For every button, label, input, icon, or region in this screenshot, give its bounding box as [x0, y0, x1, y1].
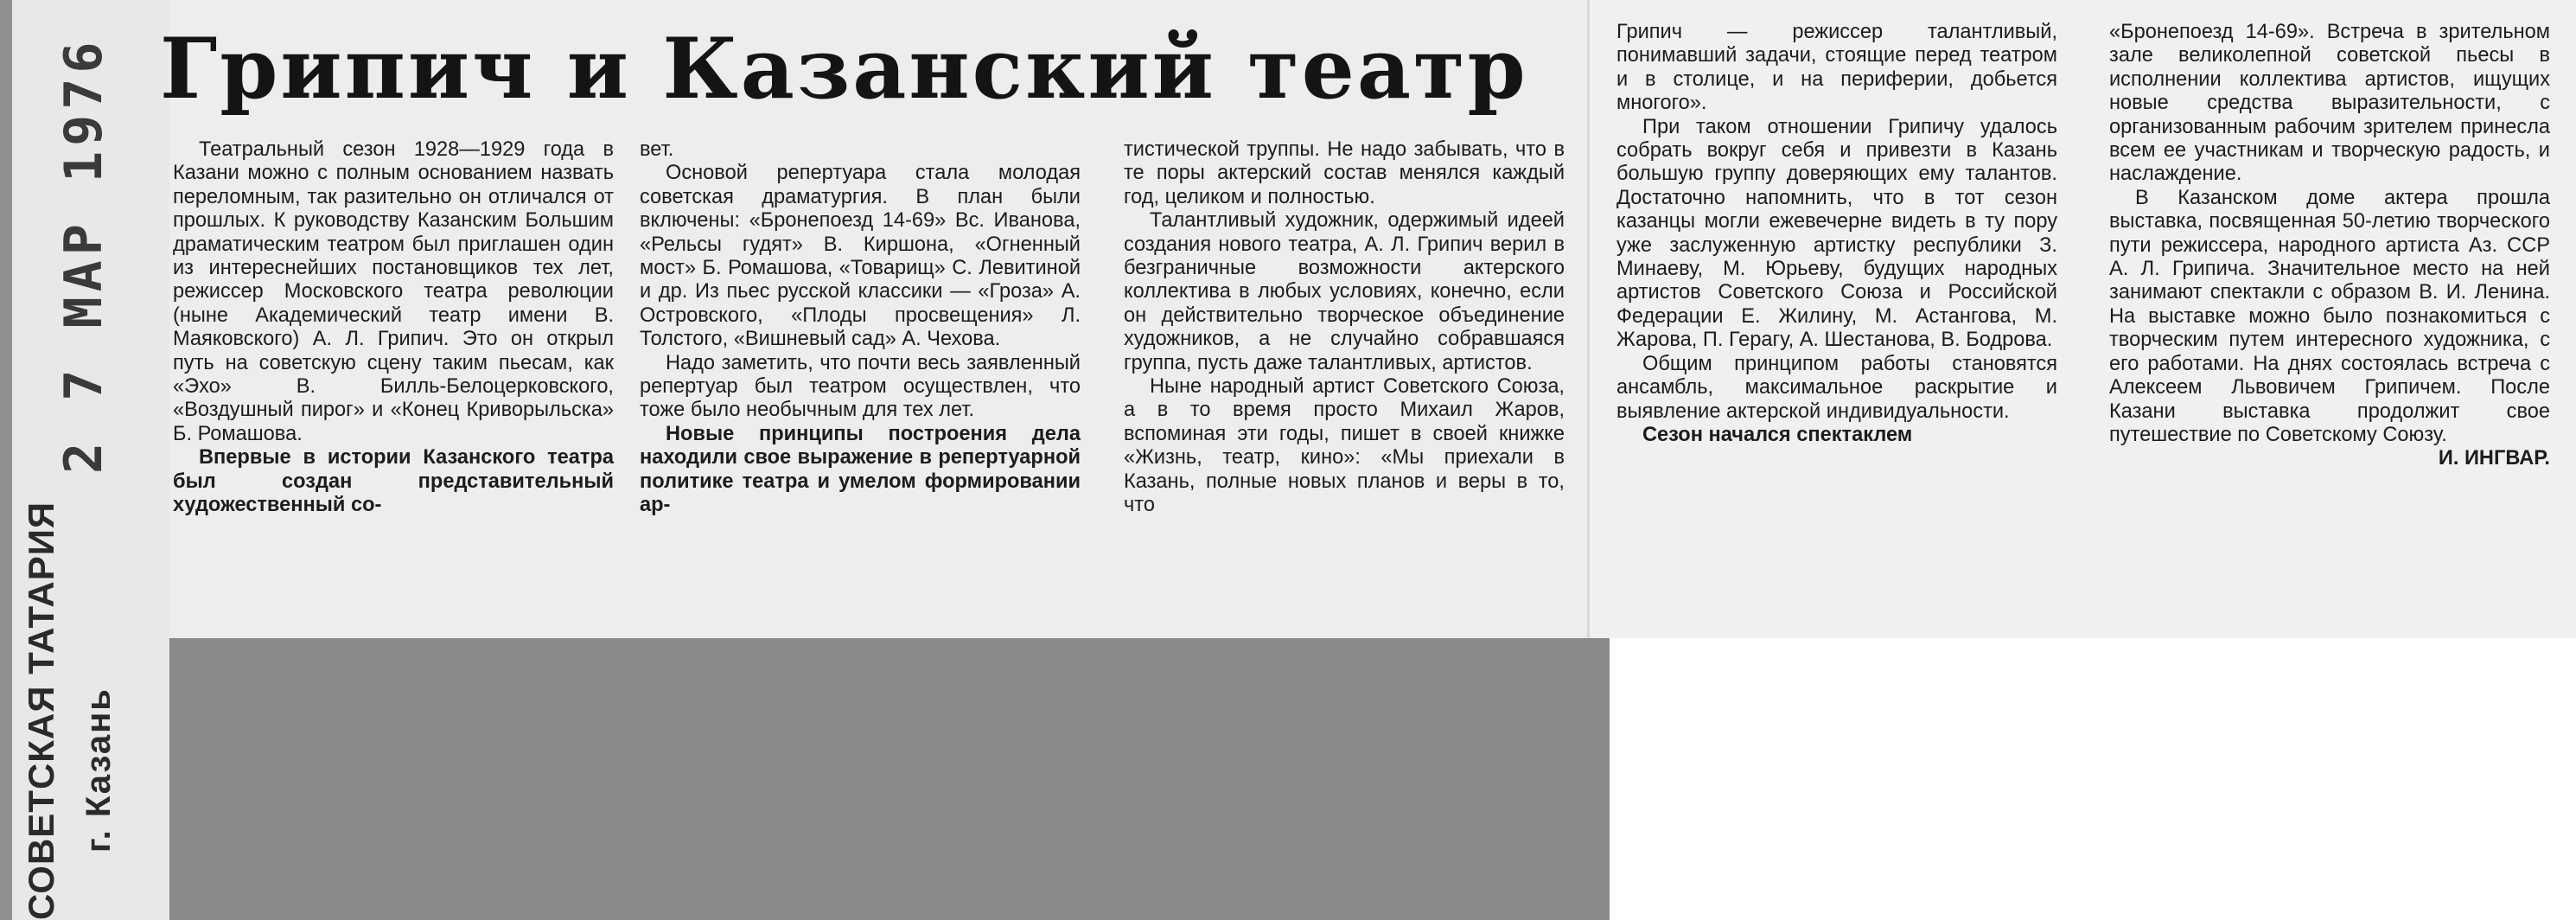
article-column-5 [2109, 21, 2550, 471]
paragraph: При таком отношении Грипичу удалось собрать вокруг себя и привезти в Казань большую группу доверяющих ему талантов. Достаточно напомнить, что в тот сезон казанцы могли ежевечерне видеть в ту пору уже заслуженную артистку республики З. Минаеву, М. Юрьеву, будущих народных артистов Советского Союза и Российской Федерации Е. Жилину, М. Астангова, М. Жарова, П. Герагу, А. Шестанова, В. Бодрова. [1616, 115, 2057, 352]
article-column-4 [1616, 21, 2057, 447]
paragraph: Театральный сезон 1928—1929 года в Казани можно с полным основанием назвать переломным, так разительно он отличался от прошлых. К руководству Казанским Большим драматическим театром был приглашен один из интереснейших постановщиков тех лет, режиссер Московского театра революции (ныне Академический театр имени В. Маяковского) А. Л. Грипич. Это он открыл путь на советскую сцену таким пьесам, как «Эхо» В. Билль-Белоцерковского, «Воздушный пирог» и «Конец Криворыльска» Б. Ромашова. [173, 138, 614, 445]
paragraph: Новые принципы построения дела находили свое выражение в репертуарной политике театра и умелом формировании ар- [640, 422, 1081, 517]
newspaper-name-stamp: СОВЕТСКАЯ ТАТАРИЯ [21, 501, 61, 920]
paragraph: «Бронепоезд 14-69». Встреча в зрительном зале великолепной советской пьесы в исполнении коллектива артистов, ищущих новые средства выразительности, с организованным рабочим зрителем принесла всем ее участникам и творческую радость, и наслаждение. [2109, 21, 2550, 186]
scan-background-bottom [169, 638, 1610, 920]
date-stamp: 2 7 МАР 1976 [54, 36, 114, 474]
paragraph: Грипич — режиссер талантливый, понимавший задачи, стоящие перед театром и в столице, и на периферии, добьется многого». [1616, 21, 2057, 115]
article-column-2 [640, 138, 1081, 518]
paragraph: Впервые в истории Казанского театра был создан представительный художественный со- [173, 446, 614, 517]
article-headline: Грипич и Казанский театр [160, 20, 1528, 118]
author-signature: И. ИНГВАР. [2438, 447, 2550, 470]
city-stamp: г. Казань [80, 687, 118, 853]
paragraph: Основой репертуара стала молодая советская драматургия. В план были включены: «Бронепоезд 14-69» Вс. Иванова, «Рельсы гудят» В. Киршона, «Огненный мост» Б. Ромашова, «Товарищ» С. Левитиной и др. Из пьес русской классики — «Гроза» А. Островского, «Плоды просвещения» Л. Толстого, «Вишневый сад» А. Чехова. [640, 162, 1081, 351]
article-column-3 [1124, 138, 1565, 518]
paragraph: Сезон начался спектаклем [1642, 423, 1913, 446]
paragraph: Ныне народный артист Советского Союза, а в то время просто Михаил Жаров, вспоминая эти годы, пишет в своей книжке «Жизнь, театр, кино»: «Мы приехали в Казань, полные новых планов и веры в то, что [1124, 375, 1565, 517]
paragraph: Талантливый художник, одержимый идеей создания нового театра, А. Л. Грипич верил в безграничные возможности актерского коллектива в любых условиях, конечно, если он действительно творческое объединение художников, а не случайно собравшаяся группа, пусть даже талантливых, артистов. [1124, 209, 1565, 374]
paragraph: тистической труппы. Не надо забывать, что в те поры актерский состав менялся каждый год, целиком и полностью. [1124, 138, 1565, 208]
paragraph: вет. [640, 138, 674, 161]
paragraph: В Казанском доме актера прошла выставка, посвященная 50-летию творческого пути режиссера, народного артиста Аз. ССР А. Л. Грипича. Значительное место на ней занимают спектакли с образом В. И. Ленина. На выставке можно было познакомиться с творческим путем интересного художника, с его работами. На днях состоялась встреча с Алексеем Львовичем Грипичем. После Казани выставка продолжит свое путешествие по Советскому Союзу. [2109, 186, 2550, 446]
article-column-1 [173, 138, 614, 518]
scan-border-left [0, 0, 12, 920]
paragraph: Надо заметить, что почти весь заявленный репертуар был театром осуществлен, что тоже было необычным для тех лет. [640, 351, 1081, 422]
paragraph: Общим принципом работы становятся ансамбль, максимальное раскрытие и выявление актерской индивидуальности. [1616, 352, 2057, 423]
